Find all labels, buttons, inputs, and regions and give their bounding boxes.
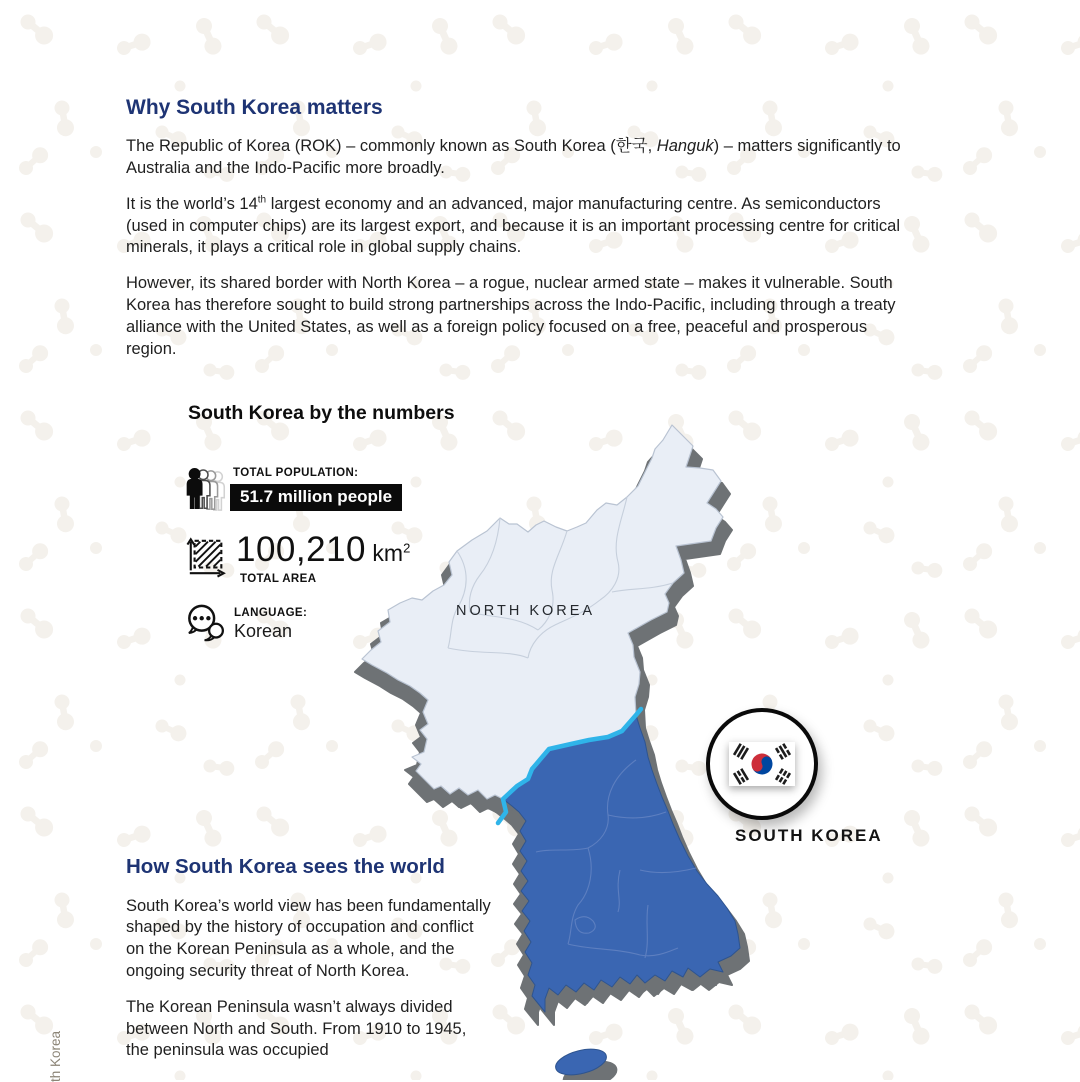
- language-label: LANGUAGE:: [234, 607, 308, 619]
- south-korea-flag-badge: [706, 708, 818, 820]
- why-heading: Why South Korea matters: [126, 96, 383, 119]
- language-value: Korean: [234, 621, 293, 641]
- south-korea-map-label: SOUTH KOREA: [735, 826, 883, 845]
- south-korea-flag: [729, 742, 795, 786]
- area-icon: [186, 536, 228, 578]
- why-p2-superscript: th: [257, 194, 267, 206]
- numbers-heading: South Korea by the numbers: [188, 402, 455, 424]
- how-heading: How South Korea sees the world: [126, 855, 445, 878]
- why-paragraph-1: [126, 136, 908, 180]
- north-korea-map-label: NORTH KOREA: [456, 603, 596, 619]
- population-label: TOTAL POPULATION:: [233, 467, 359, 479]
- area-unit: km: [372, 540, 404, 566]
- why-paragraph-2: [126, 194, 908, 259]
- vertical-footer-text: th Korea: [48, 1030, 63, 1082]
- area-label: TOTAL AREA: [240, 573, 317, 585]
- speech-bubble-icon: [184, 603, 228, 643]
- how-paragraph-1: South Korea’s world view has been fundamentally shaped by the history of occupation and conflict on the Korean Peninsula as a whole, and the ongoing security threat of North Korea.: [126, 896, 491, 980]
- why-p1-text-a: The Republic of Korea (ROK) – commonly known as South Korea (한국,: [126, 137, 657, 156]
- why-p2-text-a: It is the world’s 14: [126, 194, 258, 213]
- why-p2-text-b: largest economy and an advanced, major manufacturing centre. As semiconductors (used in computer chips) are its largest export, and because it is an important processing centre for critical minerals, it plays a critical role in global supply chains.: [126, 194, 901, 257]
- population-value-badge: 51.7 million people: [230, 484, 402, 511]
- why-p1-text-b: ) – matters significantly to Australia and the Indo-Pacific more broadly.: [126, 137, 901, 177]
- people-icon: [186, 468, 230, 514]
- how-paragraph-2: The Korean Peninsula wasn’t always divided between North and South. From 1910 to 1945, the peninsula was occupied: [126, 997, 467, 1060]
- area-unit-superscript: 2: [403, 540, 411, 556]
- why-paragraph-3: However, its shared border with North Korea – a rogue, nuclear armed state – makes it vulnerable. South Korea has therefore sought to build strong partnerships across the Indo-Pacific, including through a treaty alliance with the United States, as well as a foreign policy focused on a free, peaceful and prosperous region.: [126, 274, 896, 358]
- area-value: 100,210: [236, 530, 367, 569]
- why-section: [126, 95, 908, 374]
- how-section: [126, 855, 492, 1076]
- why-p1-hanguk-italic: Hanguk: [656, 137, 714, 156]
- taegeuk-symbol: [748, 750, 776, 778]
